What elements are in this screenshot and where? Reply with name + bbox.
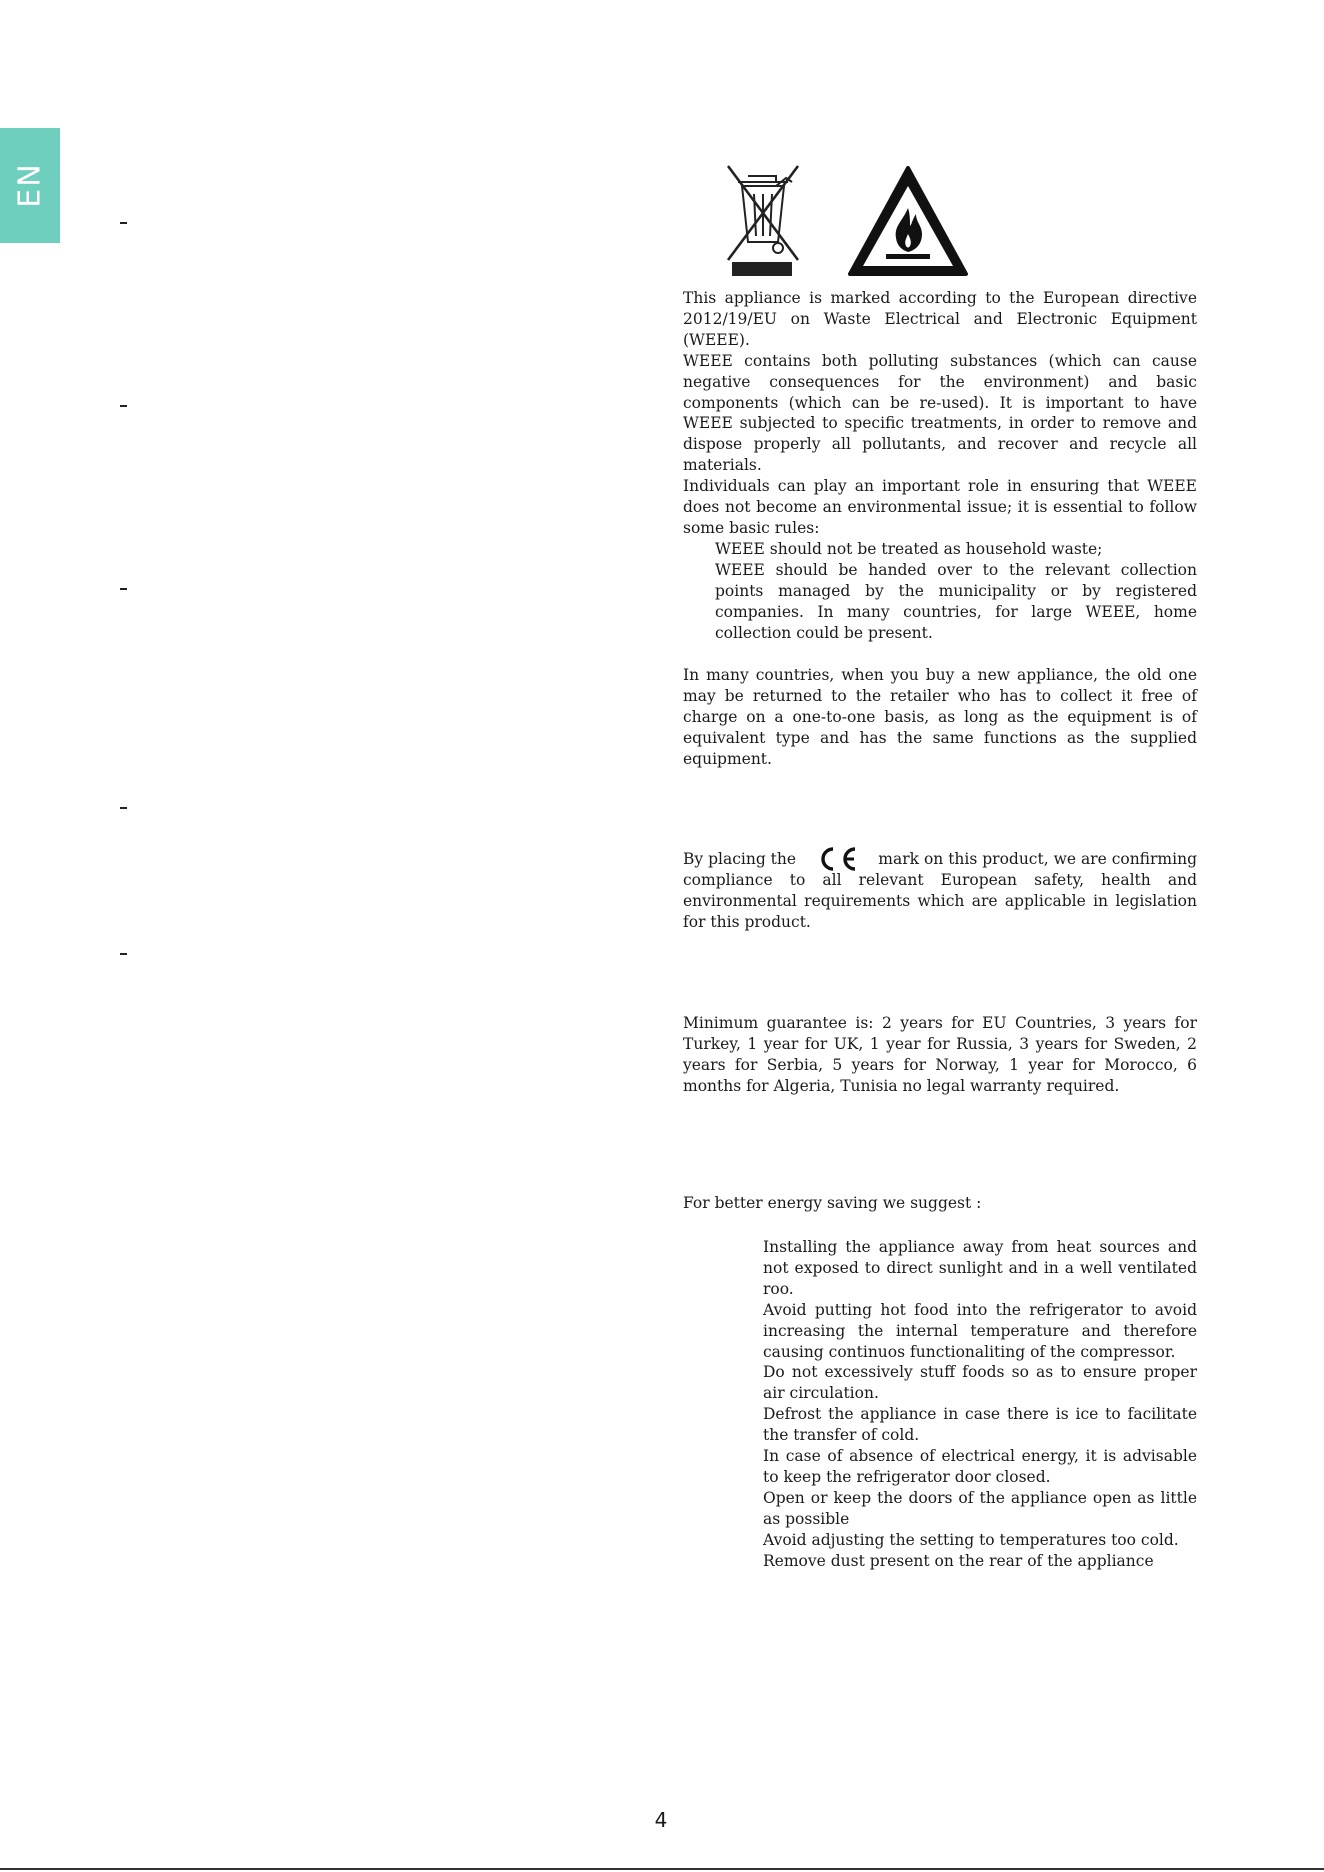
ce-marking-section: [683, 848, 1197, 933]
list-item: Remove dust present on the rear of the appliance: [763, 1551, 1154, 1570]
list-item: WEEE should not be treated as household waste;: [715, 540, 1103, 558]
list-item: WEEE should be handed over to the relevant collection points managed by the municipality or by registered companies. In many countries, for large WEEE, home collection could be present.: [715, 560, 1197, 642]
flammable-warning-triangle-icon: [846, 164, 970, 278]
list-item: Avoid adjusting the setting to temperatures too cold.: [763, 1530, 1179, 1549]
left-column-dash-marker: [120, 405, 127, 407]
page-bottom-rule: [0, 1868, 1324, 1870]
page-number: 4: [654, 1808, 668, 1832]
crossed-out-wheeled-bin-icon: [726, 164, 800, 278]
language-tab: [0, 128, 60, 243]
list-item: Defrost the appliance in case there is ice to facilitate the transfer of cold.: [763, 1405, 1197, 1445]
symbol-icons: [726, 164, 976, 280]
left-column-dash-marker: [120, 807, 127, 809]
ce-mark-icon: [815, 845, 859, 873]
list-item: Avoid putting hot food into the refrigerator to avoid increasing the internal temperature and therefore causing continuos functionaliting of the compressor.: [763, 1300, 1197, 1361]
left-column-dash-marker: [120, 588, 127, 590]
list-item: In case of absence of electrical energy, it is advisable to keep the refrigerator door closed.: [763, 1447, 1197, 1486]
ce-compliance-text: compliance to all relevant European safety, health and environmental requirements which are applicable in legislation for this product.: [683, 871, 1197, 931]
ce-text-after-mark: mark on this product, we are confirming: [878, 849, 1197, 868]
list-item: Open or keep the doors of the appliance open as little as possible: [763, 1488, 1197, 1528]
ce-text-before-mark: By placing the: [683, 849, 797, 868]
left-column-dash-marker: [120, 953, 127, 955]
weee-paragraph: In many countries, when you buy a new appliance, the old one may be returned to the retailer who has to collect it free of charge on a one-to-one basis, as long as the equipment is of equivalent type and has the same functions as the supplied equipment.: [683, 666, 1197, 768]
language-tab-label: EN: [12, 162, 48, 208]
weee-directive-section: [683, 288, 1197, 539]
weee-return-section: [683, 665, 1197, 770]
weee-paragraph: This appliance is marked according to the European directive 2012/19/EU on Waste Electrical and Electronic Equipment (WEEE).: [683, 289, 1197, 349]
guarantee-text: Minimum guarantee is: 2 years for EU Countries, 3 years for Turkey, 1 year for UK, 1 year for Russia, 3 years for Sweden, 2 years for Serbia, 5 years for Norway, 1 year for Morocco, 6 months for Algeria, Tunisia no legal warranty required.: [683, 1014, 1197, 1095]
list-item: Installing the appliance away from heat sources and not exposed to direct sunlight and in a well ventilated roo.: [763, 1238, 1197, 1298]
left-column-dash-marker: [120, 222, 127, 224]
energy-saving-tips-list: [763, 1237, 1197, 1572]
weee-rules-list: [715, 539, 1197, 644]
list-item: Do not excessively stuff foods so as to ensure proper air circulation.: [763, 1363, 1197, 1403]
weee-paragraph: WEEE contains both polluting substances (which can cause negative consequences for the environment) and basic components (which can be re-used). It is important to have WEEE subjected to specific treatments, in order to remove and dispose properly all pollutants, and recover and recycle all materials.: [683, 351, 1197, 475]
weee-paragraph: Individuals can play an important role in ensuring that WEEE does not become an environmental issue; it is essential to follow some basic rules:: [683, 477, 1197, 537]
energy-saving-intro: For better energy saving we suggest :: [683, 1194, 982, 1212]
energy-saving-intro-section: [683, 1193, 1197, 1214]
guarantee-section: [683, 1013, 1197, 1097]
